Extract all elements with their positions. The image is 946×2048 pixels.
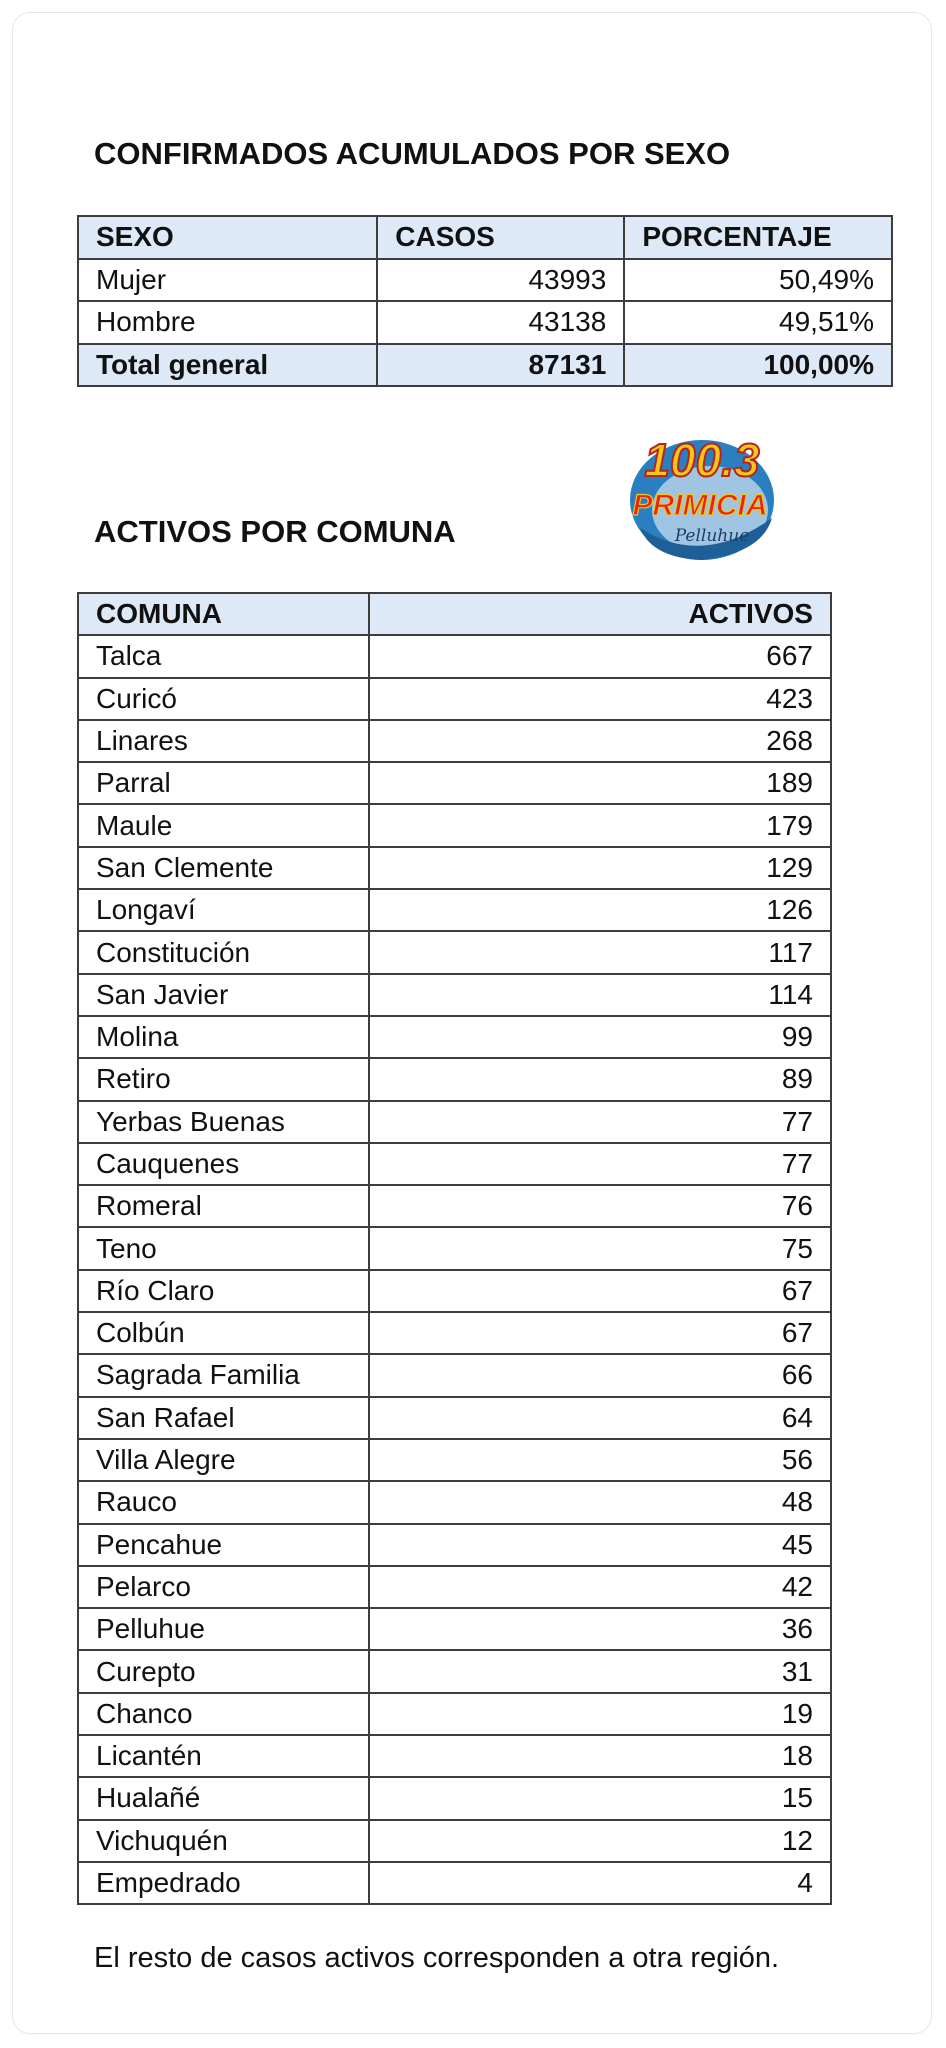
total-row <box>78 344 892 387</box>
header-activos: ACTIVOS <box>369 593 831 635</box>
table-row <box>78 1820 831 1862</box>
comuna-cell: San Clemente <box>78 847 369 889</box>
table-row <box>78 847 831 889</box>
table-row <box>78 1650 831 1692</box>
table-row <box>78 1608 831 1650</box>
comuna-cell: Cauquenes <box>78 1143 369 1185</box>
activos-cell: 89 <box>369 1058 831 1100</box>
logo-script: Pelluhue <box>674 526 750 546</box>
table-row <box>78 259 892 302</box>
activos-cell: 36 <box>369 1608 831 1650</box>
activos-cell: 67 <box>369 1312 831 1354</box>
activos-cell: 77 <box>369 1143 831 1185</box>
logo-name: PRIMICIA <box>632 489 768 522</box>
table-row <box>78 720 831 762</box>
comuna-cell: Licantén <box>78 1735 369 1777</box>
comuna-cell: Retiro <box>78 1058 369 1100</box>
activos-cell: 4 <box>369 1862 831 1904</box>
comuna-cell: Talca <box>78 635 369 677</box>
comuna-table <box>77 592 832 1905</box>
comuna-cell: Teno <box>78 1227 369 1269</box>
table-row <box>78 678 831 720</box>
table-row <box>78 1397 831 1439</box>
activos-cell: 48 <box>369 1481 831 1523</box>
comuna-cell: Rauco <box>78 1481 369 1523</box>
footer-note: El resto de casos activos corresponden a otra región. <box>94 1942 780 1974</box>
comuna-cell: Yerbas Buenas <box>78 1101 369 1143</box>
porcentaje-cell: 49,51% <box>624 301 892 344</box>
casos-cell: 43138 <box>377 301 624 344</box>
sexo-section-title: CONFIRMADOS ACUMULADOS POR SEXO <box>94 136 731 171</box>
activos-cell: 114 <box>369 974 831 1016</box>
comuna-cell: Curepto <box>78 1650 369 1692</box>
header-casos: CASOS <box>377 216 624 259</box>
radio-logo <box>612 418 790 566</box>
comuna-cell: Pelluhue <box>78 1608 369 1650</box>
table-row <box>78 1227 831 1269</box>
table-row <box>78 1101 831 1143</box>
activos-cell: 268 <box>369 720 831 762</box>
activos-cell: 42 <box>369 1566 831 1608</box>
table-row <box>78 1524 831 1566</box>
table-row <box>78 1058 831 1100</box>
table-row <box>78 762 831 804</box>
comuna-cell: Villa Alegre <box>78 1439 369 1481</box>
activos-cell: 18 <box>369 1735 831 1777</box>
comuna-cell: Río Claro <box>78 1270 369 1312</box>
total-porcentaje-cell: 100,00% <box>624 344 892 387</box>
comuna-cell: Pencahue <box>78 1524 369 1566</box>
porcentaje-cell: 50,49% <box>624 259 892 302</box>
comuna-cell: Vichuquén <box>78 1820 369 1862</box>
activos-cell: 12 <box>369 1820 831 1862</box>
table-row <box>78 974 831 1016</box>
total-casos-cell: 87131 <box>377 344 624 387</box>
table-row <box>78 889 831 931</box>
activos-cell: 117 <box>369 931 831 973</box>
activos-cell: 189 <box>369 762 831 804</box>
comuna-cell: Hualañé <box>78 1777 369 1819</box>
table-row <box>78 1439 831 1481</box>
table-row <box>78 635 831 677</box>
comuna-table-body <box>78 635 831 1904</box>
comuna-cell: Linares <box>78 720 369 762</box>
activos-cell: 99 <box>369 1016 831 1058</box>
comuna-cell: Romeral <box>78 1185 369 1227</box>
activos-cell: 423 <box>369 678 831 720</box>
activos-cell: 67 <box>369 1270 831 1312</box>
activos-cell: 31 <box>369 1650 831 1692</box>
activos-cell: 64 <box>369 1397 831 1439</box>
comuna-cell: Parral <box>78 762 369 804</box>
table-row <box>78 804 831 846</box>
comuna-cell: Chanco <box>78 1693 369 1735</box>
table-row <box>78 1143 831 1185</box>
table-row <box>78 1270 831 1312</box>
activos-cell: 129 <box>369 847 831 889</box>
activos-cell: 77 <box>369 1101 831 1143</box>
activos-cell: 15 <box>369 1777 831 1819</box>
table-row <box>78 301 892 344</box>
comuna-cell: San Javier <box>78 974 369 1016</box>
comuna-cell: Maule <box>78 804 369 846</box>
table-row <box>78 1693 831 1735</box>
logo-number: 100.3 <box>644 434 760 486</box>
comuna-section-title: ACTIVOS POR COMUNA <box>94 514 456 549</box>
total-label-cell: Total general <box>78 344 377 387</box>
sexo-table <box>77 215 893 387</box>
table-row <box>78 1016 831 1058</box>
comuna-cell: Empedrado <box>78 1862 369 1904</box>
table-row <box>78 1185 831 1227</box>
activos-cell: 76 <box>369 1185 831 1227</box>
activos-cell: 56 <box>369 1439 831 1481</box>
sexo-cell: Mujer <box>78 259 377 302</box>
comuna-cell: Colbún <box>78 1312 369 1354</box>
activos-cell: 45 <box>369 1524 831 1566</box>
activos-cell: 126 <box>369 889 831 931</box>
sexo-cell: Hombre <box>78 301 377 344</box>
activos-cell: 19 <box>369 1693 831 1735</box>
table-row <box>78 1862 831 1904</box>
header-sexo: SEXO <box>78 216 377 259</box>
activos-cell: 667 <box>369 635 831 677</box>
table-row <box>78 1566 831 1608</box>
table-header-row <box>78 216 892 259</box>
comuna-cell: Sagrada Familia <box>78 1354 369 1396</box>
comuna-cell: San Rafael <box>78 1397 369 1439</box>
comuna-cell: Curicó <box>78 678 369 720</box>
table-row <box>78 1481 831 1523</box>
activos-cell: 75 <box>369 1227 831 1269</box>
activos-cell: 66 <box>369 1354 831 1396</box>
table-row <box>78 1777 831 1819</box>
activos-cell: 179 <box>369 804 831 846</box>
casos-cell: 43993 <box>377 259 624 302</box>
header-comuna: COMUNA <box>78 593 369 635</box>
table-row <box>78 1354 831 1396</box>
table-row <box>78 931 831 973</box>
table-row <box>78 1735 831 1777</box>
comuna-cell: Molina <box>78 1016 369 1058</box>
comuna-cell: Longaví <box>78 889 369 931</box>
header-porcentaje: PORCENTAJE <box>624 216 892 259</box>
table-header-row <box>78 593 831 635</box>
comuna-cell: Constitución <box>78 931 369 973</box>
table-row <box>78 1312 831 1354</box>
comuna-cell: Pelarco <box>78 1566 369 1608</box>
